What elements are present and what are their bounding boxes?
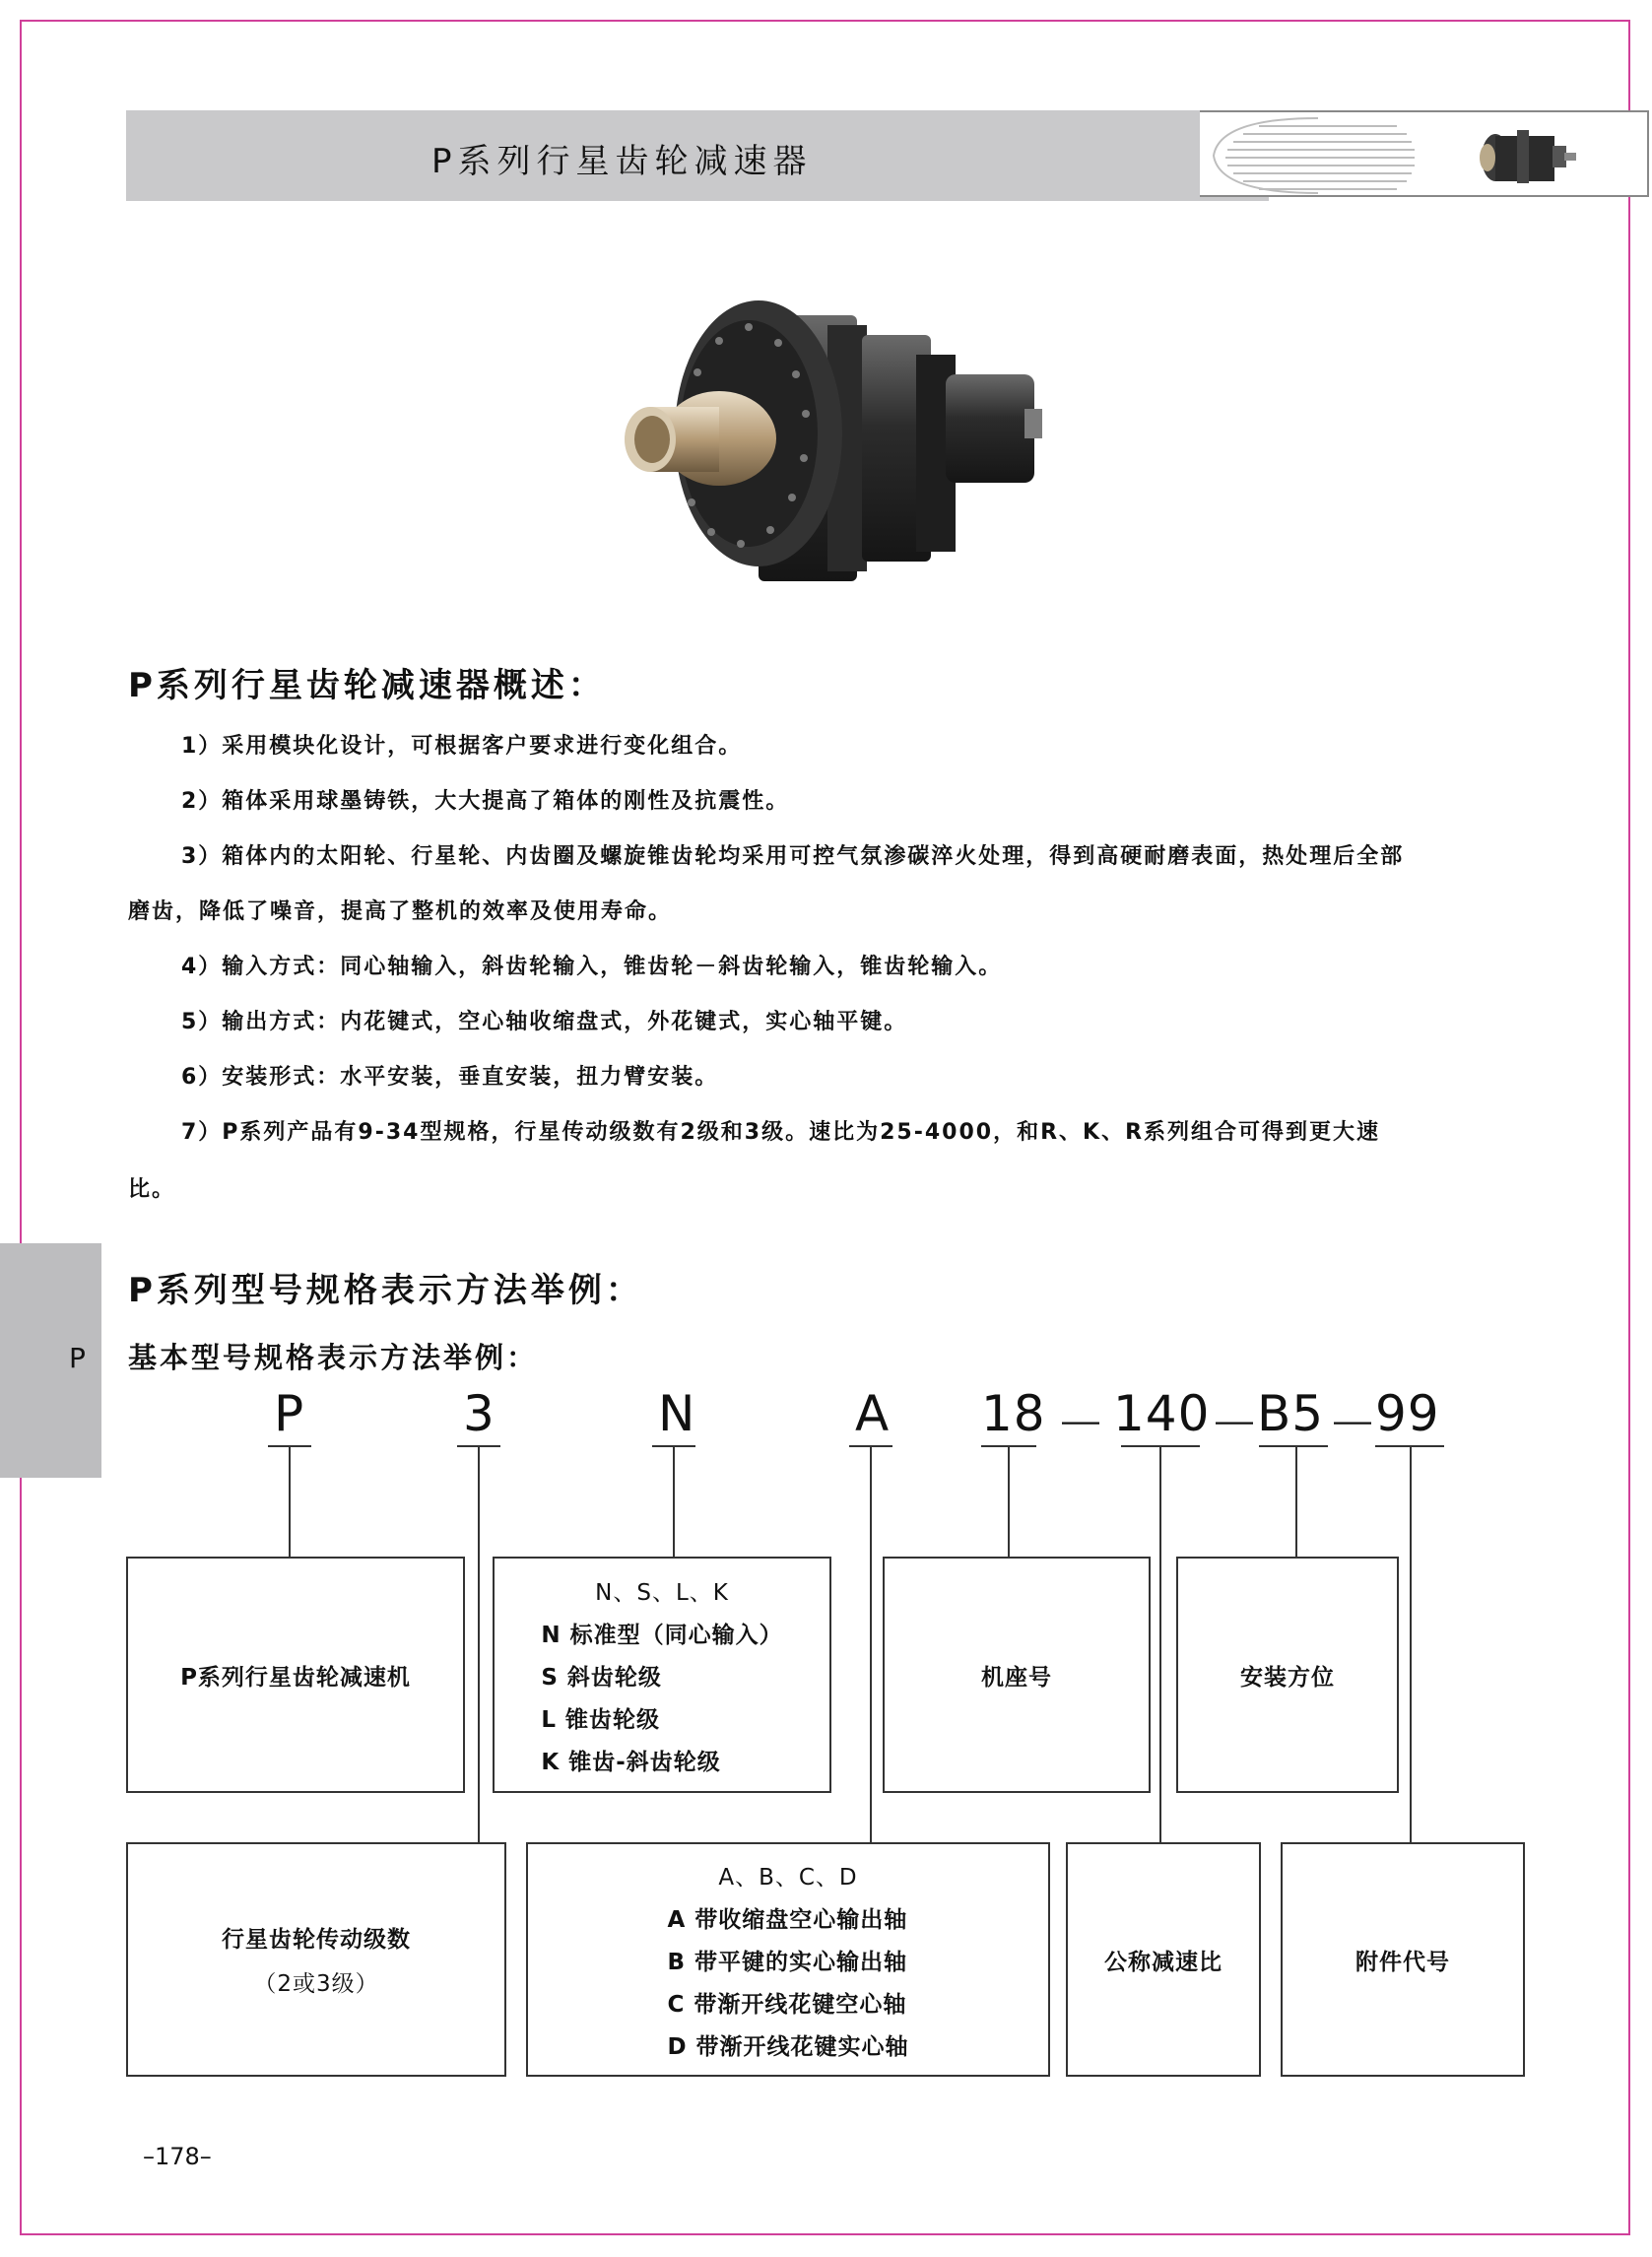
code-mount: B5 <box>1257 1385 1325 1442</box>
input-type-options: N、S、L、K <box>595 1579 729 1606</box>
code-input: N <box>658 1385 696 1442</box>
code-dash-1: － <box>1056 1396 1106 1453</box>
input-type-l: L 锥齿轮级 <box>541 1706 661 1733</box>
input-type-k: K 锥齿-斜齿轮级 <box>541 1749 721 1775</box>
overview-item-5: 5）输出方式：内花键式，空心轴收缩盘式，外花键式，实心轴平键。 <box>181 1010 908 1034</box>
overview-item-2: 2）箱体采用球墨铸铁，大大提高了箱体的刚性及抗震性。 <box>181 789 790 814</box>
output-type-a: A 带收缩盘空心输出轴 <box>667 1906 908 1933</box>
banner-image-panel <box>1200 110 1649 197</box>
page-number: –178– <box>143 2143 212 2170</box>
box-nominal-ratio <box>1066 1842 1261 2077</box>
box-mounting <box>1176 1557 1399 1793</box>
overview-item-4: 4）输入方式：同心轴输入，斜齿轮输入，锥齿轮－斜齿轮输入，锥齿轮输入。 <box>181 955 1003 979</box>
page-title: P系列行星齿轮减速器 <box>431 142 813 181</box>
header-banner <box>126 110 1525 201</box>
output-type-options: A、B、C、D <box>718 1864 858 1891</box>
code-stage: 3 <box>463 1385 496 1442</box>
overview-item-1: 1）采用模块化设计，可根据客户要求进行变化组合。 <box>181 734 743 759</box>
overview-item-7: 7）P系列产品有9-34型规格，行星传动级数有2级和3级。速比为25-4000，和R、K、R系列组合可得到更大速 <box>181 1120 1381 1145</box>
input-type-s: S 斜齿轮级 <box>541 1664 662 1691</box>
output-type-d: D 带渐开线花键实心轴 <box>667 2033 909 2060</box>
reducer-thumbnail-image <box>1466 120 1584 191</box>
box-input-type <box>493 1557 831 1793</box>
overview-item-6: 6）安装形式：水平安装，垂直安装，扭力臂安装。 <box>181 1065 719 1090</box>
side-tab <box>0 1243 101 1478</box>
model-subheading: 基本型号规格表示方法举例： <box>128 1341 539 1374</box>
overview-item-3-cont: 磨齿，降低了噪音，提高了整机的效率及使用寿命。 <box>128 899 673 924</box>
input-type-n: N 标准型（同心输入） <box>541 1622 783 1648</box>
box-accessory-label: 附件代号 <box>1355 1949 1450 1975</box>
code-dash-3: － <box>1328 1396 1378 1453</box>
overview-item-7-cont: 比。 <box>128 1177 176 1202</box>
overview-heading: P系列行星齿轮减速器概述： <box>128 666 606 705</box>
box-nominal-ratio-label: 公称减速比 <box>1104 1949 1222 1975</box>
box-stages-label: 行星齿轮传动级数 <box>222 1927 411 1953</box>
box-mounting-label: 安装方位 <box>1240 1664 1335 1691</box>
overview-item-3: 3）箱体内的太阳轮、行星轮、内齿圈及螺旋锥齿轮均采用可控气氛渗碳淬火处理，得到高硬耐磨表面，热处理后全部 <box>181 844 1405 869</box>
code-dash-2: － <box>1210 1396 1260 1453</box>
box-frame-size-label: 机座号 <box>981 1664 1052 1691</box>
code-size: 18 <box>981 1385 1046 1442</box>
planetary-reducer-photo <box>621 296 1044 591</box>
code-output: A <box>855 1385 891 1442</box>
code-accessory: 99 <box>1375 1385 1440 1442</box>
code-ratio: 140 <box>1113 1385 1211 1442</box>
box-frame-size <box>883 1557 1151 1793</box>
box-output-type <box>526 1842 1050 2077</box>
output-type-b: B 带平键的实心输出轴 <box>667 1949 907 1975</box>
side-tab-label: P <box>69 1342 86 1374</box>
box-reducer-label: P系列行星齿轮减速机 <box>180 1664 411 1691</box>
output-type-c: C 带渐开线花键空心轴 <box>667 1991 907 2018</box>
code-p: P <box>274 1385 305 1442</box>
box-accessory <box>1281 1842 1525 2077</box>
box-reducer <box>126 1557 465 1793</box>
banner-stripes-decoration <box>1200 112 1417 197</box>
model-heading: P系列型号规格表示方法举例： <box>128 1271 643 1310</box>
box-stages-note: （2或3级） <box>253 1971 379 1997</box>
box-stages <box>126 1842 506 2077</box>
